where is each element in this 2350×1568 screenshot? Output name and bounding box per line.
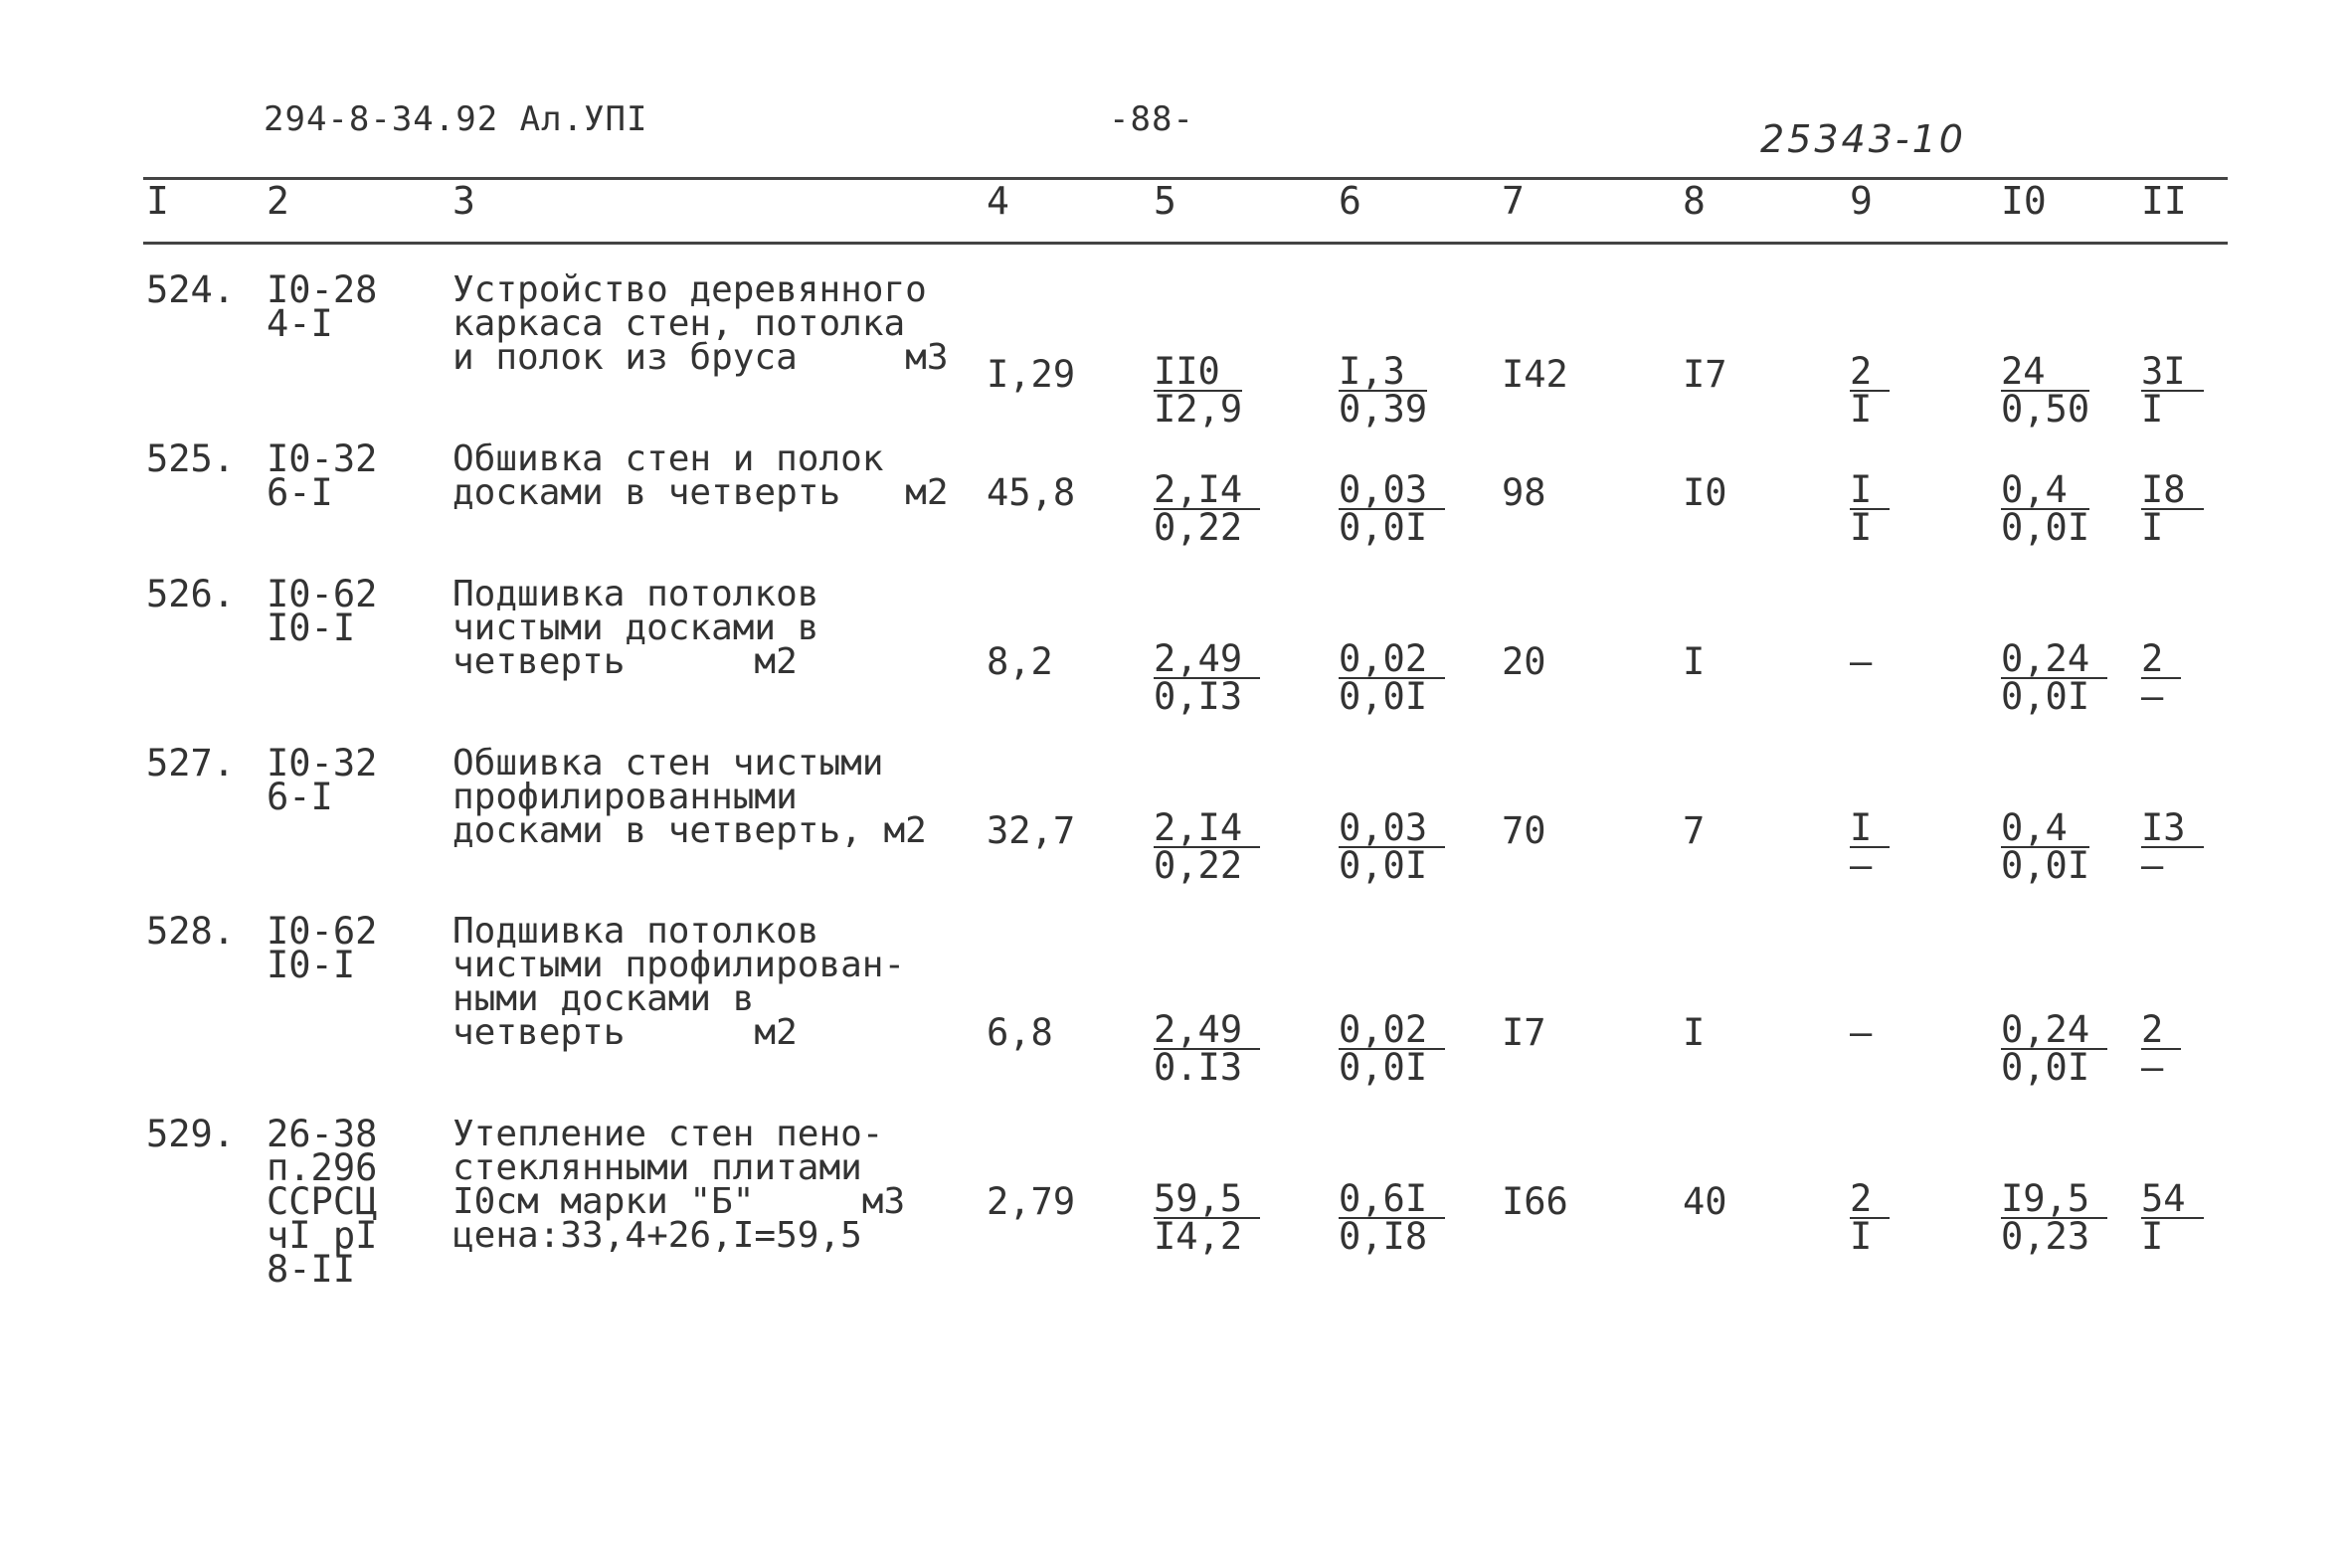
archive-stamp: 25343-10 xyxy=(1760,117,1966,161)
column-6-cell-denominator: 0,0I xyxy=(1339,844,1428,887)
column-9-cell xyxy=(1850,1177,1890,1258)
column-5-cell-numerator: 2,I4 xyxy=(1154,810,1260,848)
row-number: 525. xyxy=(146,437,236,480)
column-9-cell xyxy=(1850,350,1890,431)
column-5-cell-numerator: II0 xyxy=(1154,354,1242,392)
column-6-cell-numerator: 0,02 xyxy=(1339,641,1445,679)
column-8-cell: I xyxy=(1683,640,1706,683)
column-header-5: 5 xyxy=(1154,179,1176,223)
work-description-line: цена:33,4+26,I=59,5 xyxy=(452,1215,862,1256)
column-5-cell xyxy=(1154,1177,1260,1258)
column-10-cell-denominator: 0,0I xyxy=(2001,506,2090,549)
norm-code-line: п.296 xyxy=(267,1146,378,1189)
work-description-line: Утепление стен пено- xyxy=(452,1114,884,1154)
column-5-cell-denominator: 0.I3 xyxy=(1154,1046,1243,1089)
quantity-cell: I,29 xyxy=(987,353,1076,396)
column-5-cell xyxy=(1154,468,1260,549)
norm-code-line: I0-32 xyxy=(267,437,378,480)
column-header-7: 7 xyxy=(1502,179,1525,223)
column-8-cell: I xyxy=(1683,1011,1706,1054)
quantity-cell: 6,8 xyxy=(987,1011,1053,1054)
column-header-4: 4 xyxy=(987,179,1009,223)
column-11-cell xyxy=(2141,1008,2181,1089)
norm-code-line: I0-32 xyxy=(267,742,378,784)
work-description-line: Подшивка потолков xyxy=(452,911,819,952)
column-6-cell-numerator: 0,03 xyxy=(1339,810,1445,848)
norm-code-line: 6-I xyxy=(267,776,333,818)
column-6-cell-numerator: 0,03 xyxy=(1339,472,1445,510)
column-header-8: 8 xyxy=(1683,179,1706,223)
column-9-cell xyxy=(1850,806,1890,887)
column-7-cell: I66 xyxy=(1502,1180,1568,1223)
column-5-cell-denominator: 0,22 xyxy=(1154,506,1243,549)
norm-code-line: I0-62 xyxy=(267,910,378,953)
quantity-cell: 2,79 xyxy=(987,1180,1076,1223)
column-9-cell-numerator: 2 xyxy=(1850,1181,1890,1219)
column-5-cell-denominator: 0,I3 xyxy=(1154,675,1243,718)
column-5-cell-denominator: I2,9 xyxy=(1154,388,1243,431)
norm-code-line: 8-II xyxy=(267,1248,356,1291)
table-header-rule xyxy=(143,242,2228,245)
work-description-line: каркаса стен, потолка xyxy=(452,303,906,344)
column-6-cell-numerator: 0,02 xyxy=(1339,1012,1445,1050)
column-9-cell-numerator: 2 xyxy=(1850,354,1890,392)
work-description-line: досками в четверть м2 xyxy=(452,472,949,513)
column-10-cell-denominator: 0,0I xyxy=(2001,1046,2090,1089)
column-6-cell-denominator: 0,0I xyxy=(1339,506,1428,549)
work-description-line: Обшивка стен чистыми xyxy=(452,743,884,784)
column-10-cell xyxy=(2001,468,2090,549)
work-description-line: досками в четверть, м2 xyxy=(452,810,927,851)
column-header-11: II xyxy=(2141,179,2187,223)
work-description-line: чистыми профилирован- xyxy=(452,945,906,985)
column-10-cell-numerator: 0,4 xyxy=(2001,810,2089,848)
work-description-line: I0см марки "Б" м3 xyxy=(452,1181,906,1222)
column-5-cell-numerator: 2,49 xyxy=(1154,641,1260,679)
column-11-cell-denominator: – xyxy=(2141,675,2164,718)
page-number: -88- xyxy=(1109,99,1194,139)
column-6-cell-denominator: 0,I8 xyxy=(1339,1215,1428,1258)
column-6-cell xyxy=(1339,637,1445,718)
column-9-cell-numerator: I xyxy=(1850,810,1890,848)
column-6-cell-denominator: 0,0I xyxy=(1339,1046,1428,1089)
norm-code-line: чI рI xyxy=(267,1214,378,1257)
column-11-cell xyxy=(2141,806,2204,887)
column-10-cell xyxy=(2001,637,2107,718)
work-description-line: ными досками в xyxy=(452,978,755,1019)
column-10-cell-denominator: 0,50 xyxy=(2001,388,2090,431)
column-8-cell: I7 xyxy=(1683,353,1727,396)
column-5-cell xyxy=(1154,350,1243,431)
row-number: 527. xyxy=(146,742,236,784)
column-header-9: 9 xyxy=(1850,179,1873,223)
column-9-cell: – xyxy=(1850,640,1873,683)
row-number: 529. xyxy=(146,1113,236,1155)
column-5-cell xyxy=(1154,1008,1260,1089)
column-10-cell-numerator: 0,4 xyxy=(2001,472,2089,510)
column-7-cell: I42 xyxy=(1502,353,1568,396)
column-header-1: I xyxy=(146,179,169,223)
norm-code-line: I0-28 xyxy=(267,268,378,311)
column-header-6: 6 xyxy=(1339,179,1361,223)
work-description-line: Обшивка стен и полок xyxy=(452,438,884,479)
column-10-cell xyxy=(2001,1177,2107,1258)
column-11-cell xyxy=(2141,468,2204,549)
norm-code-line: 26-38 xyxy=(267,1113,378,1155)
column-5-cell-denominator: 0,22 xyxy=(1154,844,1243,887)
row-number: 524. xyxy=(146,268,236,311)
column-9-cell-denominator: I xyxy=(1850,506,1873,549)
column-8-cell: 7 xyxy=(1683,809,1706,852)
norm-code-line: I0-62 xyxy=(267,573,378,615)
column-8-cell: I0 xyxy=(1683,471,1727,514)
column-10-cell xyxy=(2001,806,2090,887)
column-5-cell xyxy=(1154,637,1260,718)
column-10-cell-denominator: 0,0I xyxy=(2001,675,2090,718)
column-11-cell-numerator: 2 xyxy=(2141,641,2181,679)
column-8-cell: 40 xyxy=(1683,1180,1727,1223)
column-5-cell-numerator: 2,I4 xyxy=(1154,472,1260,510)
column-header-2: 2 xyxy=(267,179,289,223)
column-9-cell xyxy=(1850,468,1890,549)
column-10-cell-numerator: 0,24 xyxy=(2001,641,2107,679)
column-7-cell: 20 xyxy=(1502,640,1546,683)
column-11-cell-denominator: I xyxy=(2141,1215,2164,1258)
column-10-cell xyxy=(2001,350,2090,431)
column-11-cell-denominator: – xyxy=(2141,844,2164,887)
document-number: 294-8-34.92 Ал.УПI xyxy=(264,99,648,139)
work-description-line: чистыми досками в xyxy=(452,608,819,648)
column-11-cell xyxy=(2141,637,2181,718)
column-6-cell xyxy=(1339,1008,1445,1089)
norm-code-line: ССРСЦ xyxy=(267,1180,378,1223)
column-9-cell-denominator: – xyxy=(1850,844,1873,887)
row-number: 526. xyxy=(146,573,236,615)
column-6-cell xyxy=(1339,806,1445,887)
work-description-line: Подшивка потолков xyxy=(452,574,819,614)
column-9-cell: – xyxy=(1850,1011,1873,1054)
norm-code-line: 4-I xyxy=(267,302,333,345)
column-5-cell xyxy=(1154,806,1260,887)
column-11-cell-numerator: 2 xyxy=(2141,1012,2181,1050)
column-11-cell-numerator: 3I xyxy=(2141,354,2204,392)
column-11-cell xyxy=(2141,350,2204,431)
column-7-cell: 70 xyxy=(1502,809,1546,852)
column-5-cell-numerator: 2,49 xyxy=(1154,1012,1260,1050)
column-6-cell-numerator: 0,6I xyxy=(1339,1181,1445,1219)
column-7-cell: 98 xyxy=(1502,471,1546,514)
quantity-cell: 32,7 xyxy=(987,809,1076,852)
column-11-cell-numerator: 54 xyxy=(2141,1181,2204,1219)
column-10-cell-numerator: 0,24 xyxy=(2001,1012,2107,1050)
column-11-cell-denominator: – xyxy=(2141,1046,2164,1089)
quantity-cell: 8,2 xyxy=(987,640,1053,683)
column-6-cell xyxy=(1339,468,1445,549)
column-6-cell xyxy=(1339,350,1428,431)
column-10-cell-numerator: I9,5 xyxy=(2001,1181,2107,1219)
column-6-cell xyxy=(1339,1177,1445,1258)
column-7-cell: I7 xyxy=(1502,1011,1546,1054)
column-9-cell-numerator: I xyxy=(1850,472,1890,510)
work-description-line: Устройство деревянного xyxy=(452,269,927,310)
column-11-cell-denominator: I xyxy=(2141,388,2164,431)
work-description-line: четверть м2 xyxy=(452,1012,798,1053)
column-10-cell xyxy=(2001,1008,2107,1089)
column-10-cell-denominator: 0,23 xyxy=(2001,1215,2090,1258)
column-10-cell-numerator: 24 xyxy=(2001,354,2089,392)
column-9-cell-denominator: I xyxy=(1850,388,1873,431)
column-10-cell-denominator: 0,0I xyxy=(2001,844,2090,887)
column-11-cell xyxy=(2141,1177,2204,1258)
column-9-cell-denominator: I xyxy=(1850,1215,1873,1258)
column-5-cell-numerator: 59,5 xyxy=(1154,1181,1260,1219)
column-header-3: 3 xyxy=(452,179,475,223)
column-header-10: I0 xyxy=(2001,179,2047,223)
work-description-line: четверть м2 xyxy=(452,641,798,682)
work-description-line: стеклянными плитами xyxy=(452,1147,862,1188)
norm-code-line: I0-I xyxy=(267,944,356,986)
column-11-cell-denominator: I xyxy=(2141,506,2164,549)
column-11-cell-numerator: I8 xyxy=(2141,472,2204,510)
work-description-line: профилированными xyxy=(452,777,798,817)
column-11-cell-numerator: I3 xyxy=(2141,810,2204,848)
norm-code-line: I0-I xyxy=(267,607,356,649)
column-5-cell-denominator: I4,2 xyxy=(1154,1215,1243,1258)
row-number: 528. xyxy=(146,910,236,953)
column-6-cell-denominator: 0,0I xyxy=(1339,675,1428,718)
column-6-cell-denominator: 0,39 xyxy=(1339,388,1428,431)
work-description-line: и полок из бруса м3 xyxy=(452,337,949,378)
norm-code-line: 6-I xyxy=(267,471,333,514)
column-6-cell-numerator: I,3 xyxy=(1339,354,1427,392)
quantity-cell: 45,8 xyxy=(987,471,1076,514)
